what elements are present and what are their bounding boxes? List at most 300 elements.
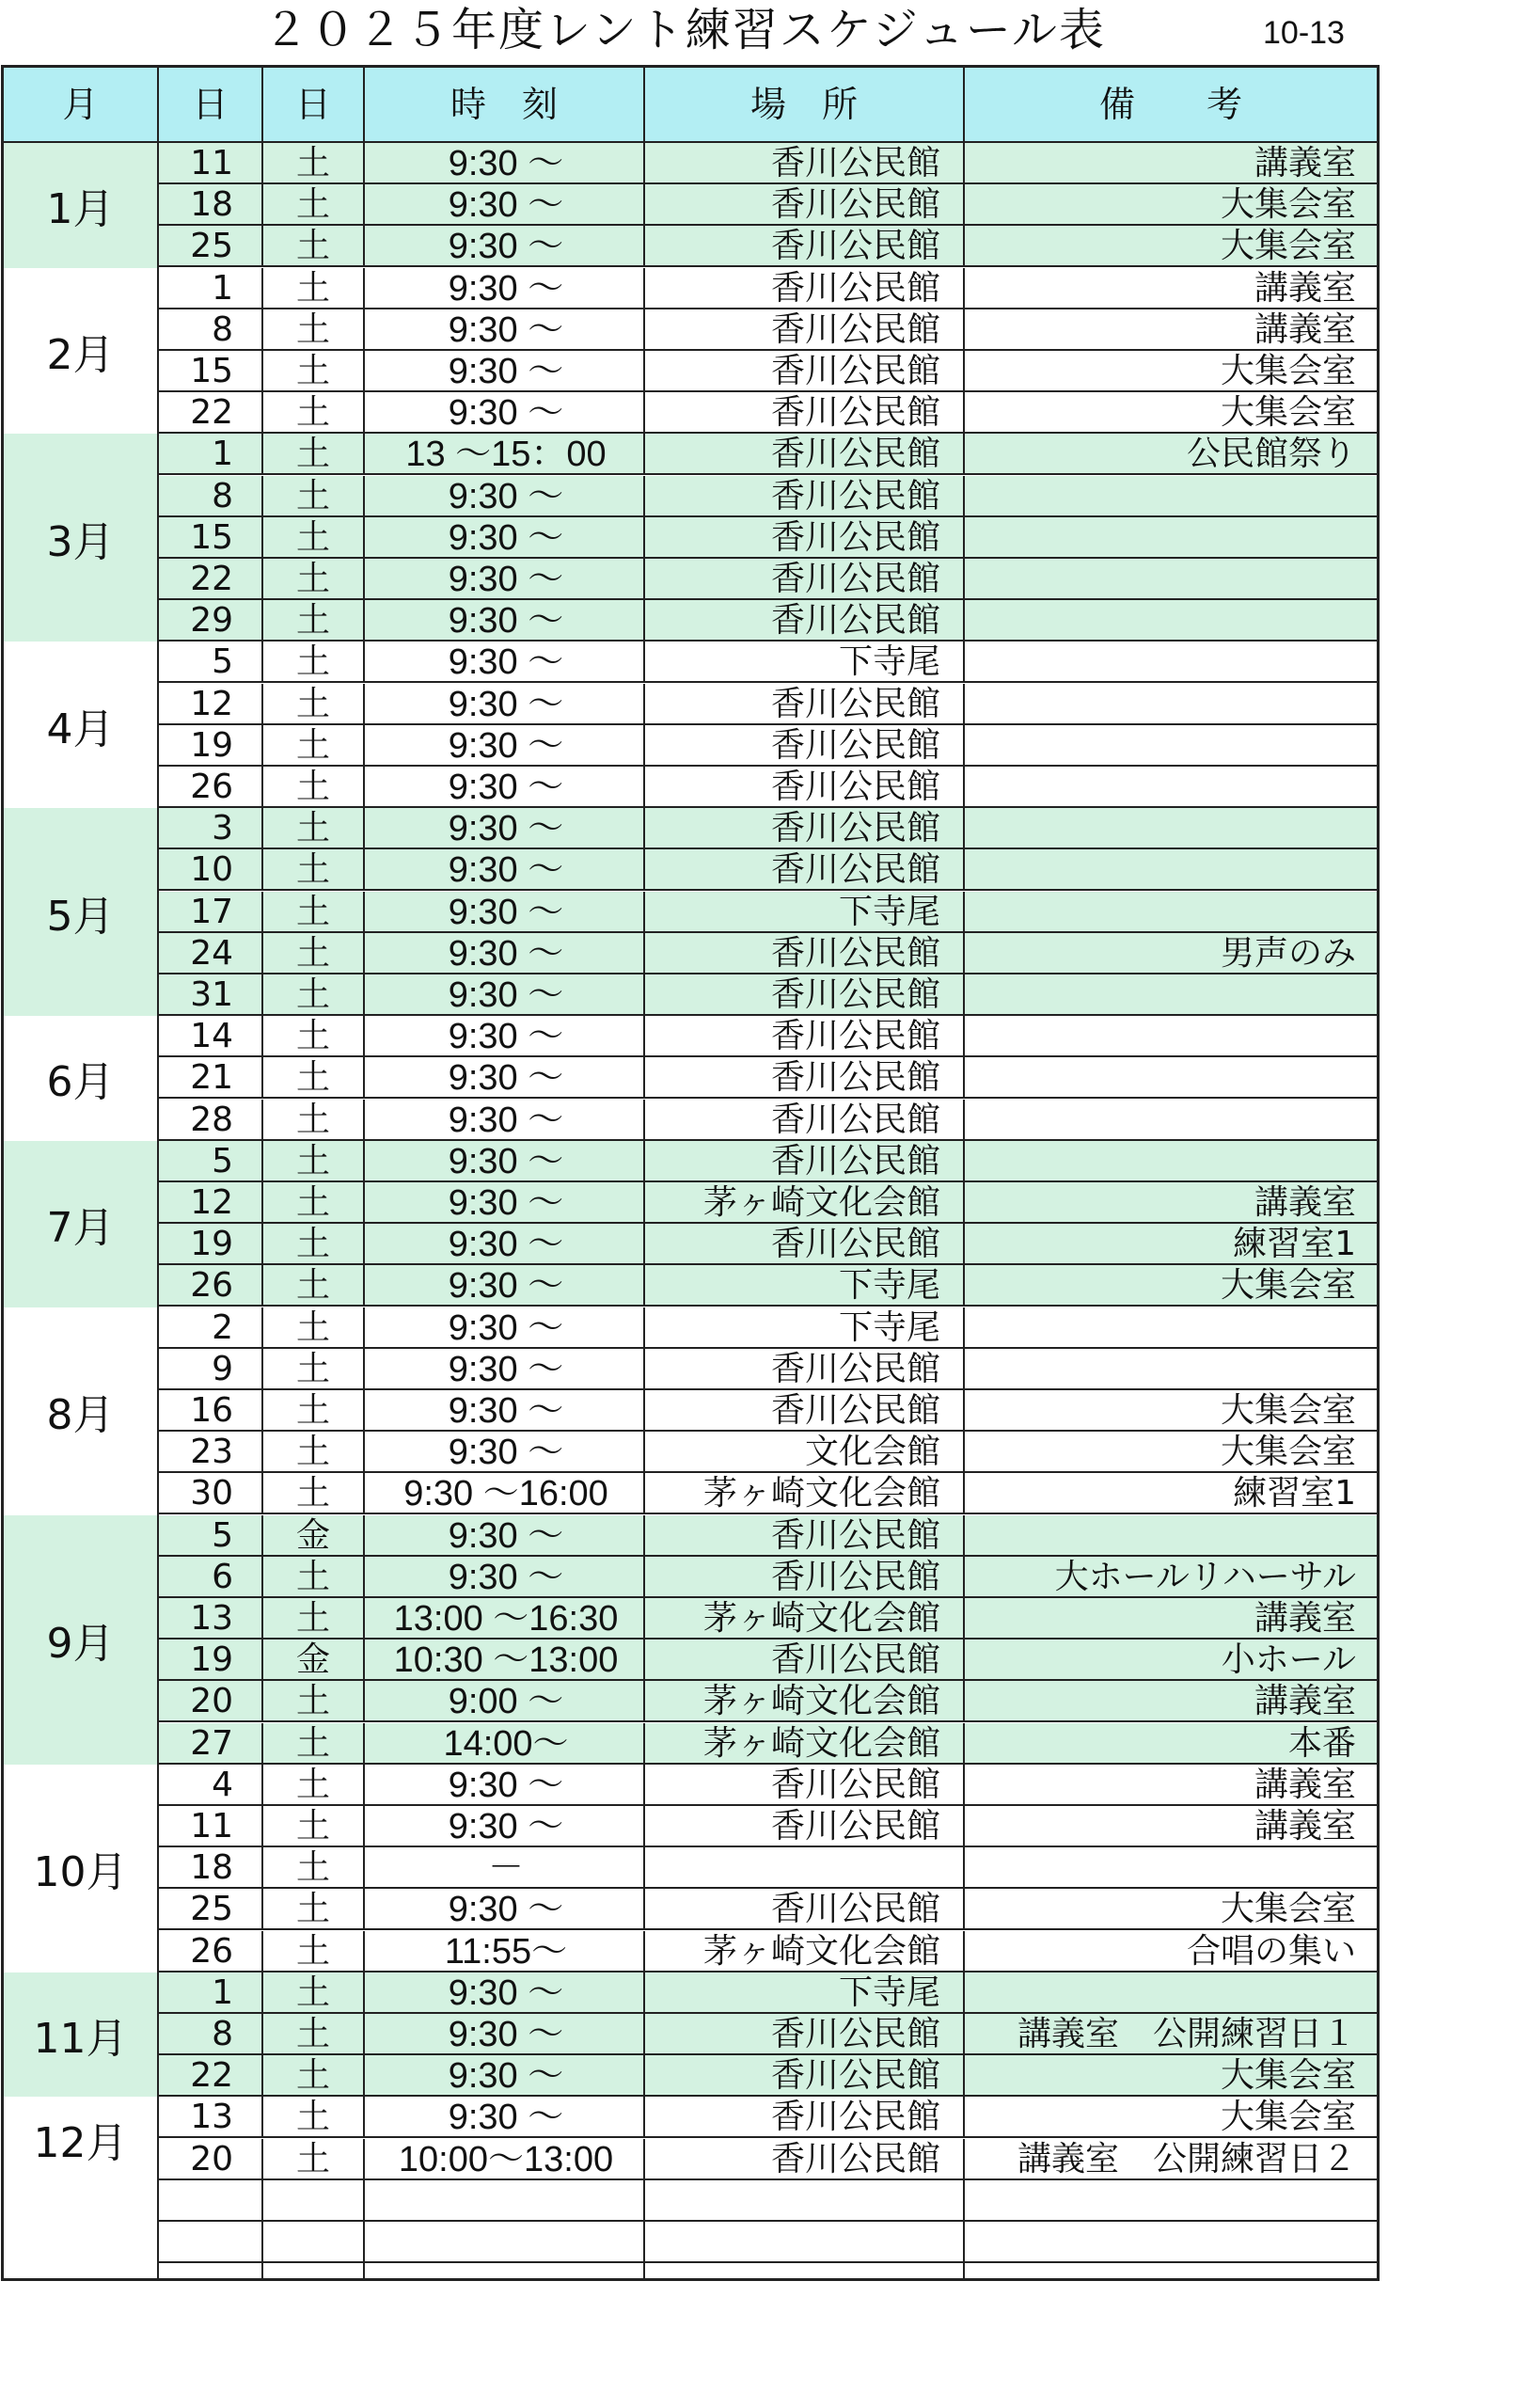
table-row [159,476,1377,517]
note-cell [965,600,1377,640]
column-divider [157,2180,159,2278]
day-cell: 12 [159,1182,263,1222]
note-cell: 講義室 [1254,1807,1356,1846]
time-cell: 10:30 ～13:00 [365,1640,645,1679]
note-cell: 練習室1 [1233,1225,1356,1264]
day-cell: 1 [159,1972,263,2012]
weekday-cell: 土 [263,1057,365,1097]
note-cell: 男声のみ [1220,933,1356,973]
time-cell: 9:30 ～ [365,892,645,931]
day-cell: 5 [159,1141,263,1180]
place-cell: 香川公民館 [645,767,965,806]
table-row [159,1432,1377,1473]
time-cell: 9:30 ～ [365,600,645,640]
place-cell: 香川公民館 [645,184,965,224]
weekday-cell: 金 [263,1640,365,1679]
table-row [159,1473,1377,1514]
weekday-cell: 土 [263,517,365,557]
place-cell: 茅ヶ崎文化会館 [645,1681,965,1720]
place-cell: 香川公民館 [645,974,965,1014]
time-cell: 9:30 ～ [365,1100,645,1139]
place-cell: 香川公民館 [645,1390,965,1430]
weekday-cell: 土 [263,476,365,515]
weekday-cell: 土 [263,600,365,640]
weekday-cell: 土 [263,1972,365,2012]
day-cell: 19 [159,1224,263,1263]
place-cell: 香川公民館 [645,2014,965,2053]
weekday-cell: 土 [263,268,365,308]
weekday-cell: 土 [263,974,365,1014]
day-cell: 14 [159,1016,263,1055]
header-month: 月 [4,68,159,141]
month-label: 2月 [4,268,159,435]
place-cell: 下寺尾 [645,892,965,931]
note-cell: 講義室 [1254,309,1356,349]
table-row [159,974,1377,1016]
day-cell: 19 [159,1640,263,1679]
time-cell: 9:30 ～ [365,517,645,557]
note-cell: 講義室 [1254,1183,1356,1222]
place-cell: 香川公民館 [645,1349,965,1388]
weekday-cell: 土 [263,1806,365,1846]
day-cell: 26 [159,1931,263,1971]
time-cell: 9:30 ～ [365,1016,645,1055]
place-cell: 香川公民館 [645,684,965,723]
table-row [159,1016,1377,1057]
time-cell: 10:00～13:00 [365,2139,645,2178]
day-cell: 5 [159,1515,263,1555]
table-row [159,2055,1377,2097]
weekday-cell: 土 [263,725,365,765]
day-cell: 20 [159,2139,263,2178]
place-cell: 茅ヶ崎文化会館 [645,1182,965,1222]
weekday-cell: 土 [263,2014,365,2053]
weekday-cell: 土 [263,184,365,224]
time-cell: 9:30 ～ [365,808,645,848]
note-cell [965,849,1377,889]
weekday-cell: 土 [263,808,365,848]
time-cell: 9:30 ～ [365,1889,645,1928]
weekday-cell: 土 [263,642,365,681]
table-row [159,226,1377,267]
time-cell: 14:00～ [365,1723,645,1763]
day-cell: 4 [159,1765,263,1804]
column-divider [261,2180,263,2278]
weekday-cell: 土 [263,1016,365,1055]
day-cell: 22 [159,2055,263,2095]
weekday-cell: 土 [263,892,365,931]
weekday-cell: 土 [263,143,365,182]
header-weekday: 日 [263,68,365,141]
note-cell: 小ホール [1221,1640,1356,1680]
day-cell: 11 [159,1806,263,1846]
place-cell: 香川公民館 [645,1889,965,1928]
weekday-cell: 土 [263,1265,365,1305]
weekday-cell: 土 [263,684,365,723]
day-cell: 15 [159,351,263,390]
note-cell [965,1057,1377,1097]
place-cell: 香川公民館 [645,517,965,557]
place-cell: 香川公民館 [645,849,965,889]
note-cell [965,808,1377,848]
place-cell: 香川公民館 [645,1141,965,1180]
note-cell [965,892,1377,931]
table-row [159,1889,1377,1930]
table-row [159,1224,1377,1265]
day-cell: 23 [159,1432,263,1471]
table-row [159,1349,1377,1390]
column-divider [363,2180,365,2278]
place-cell: 下寺尾 [645,642,965,681]
table-row [159,1681,1377,1722]
time-cell: 13 ～15：00 [365,434,645,473]
weekday-cell: 土 [263,1182,365,1222]
place-cell: 香川公民館 [645,600,965,640]
table-row [159,2097,1377,2138]
weekday-cell: 土 [263,933,365,973]
table-row [159,684,1377,725]
table-row [159,1141,1377,1182]
day-cell: 24 [159,933,263,973]
table-row [159,892,1377,933]
table-row [159,2139,1377,2180]
note-cell [965,684,1377,723]
table-row [159,933,1377,974]
weekday-cell: 土 [263,1141,365,1180]
table-row [159,1182,1377,1224]
weekday-cell: 土 [263,767,365,806]
note-cell: 大集会室 [1220,227,1356,266]
month-label: 4月 [4,642,159,808]
note-cell: 大集会室 [1220,2056,1356,2096]
time-cell: 9:30 ～ [365,933,645,973]
place-cell: 香川公民館 [645,309,965,349]
time-cell: 9:30 ～ [365,226,645,265]
weekday-cell: 土 [263,1598,365,1638]
weekday-cell: 土 [263,1307,365,1347]
place-cell: 下寺尾 [645,1265,965,1305]
weekday-cell: 土 [263,351,365,390]
note-cell: 大集会室 [1220,2098,1356,2137]
day-cell: 13 [159,1598,263,1638]
time-cell: 9:30 ～ [365,351,645,390]
month-label: 11月 [4,1972,159,2098]
table-row [159,1515,1377,1557]
note-cell [965,559,1377,598]
day-cell: 11 [159,143,263,182]
note-cell: 練習室1 [1233,1474,1356,1513]
place-cell: 香川公民館 [645,1806,965,1846]
place-cell: 香川公民館 [645,226,965,265]
weekday-cell: 土 [263,1889,365,1928]
note-cell: 大集会室 [1220,1890,1356,1929]
day-cell: 12 [159,684,263,723]
month-label: 1月 [4,143,159,268]
note-cell [965,974,1377,1014]
note-cell [965,725,1377,765]
time-cell: 9:00 ～ [365,1681,645,1720]
place-cell: 香川公民館 [645,1557,965,1596]
table-row [159,559,1377,600]
month-label: 7月 [4,1141,159,1307]
day-cell: 8 [159,476,263,515]
day-cell: 9 [159,1349,263,1388]
table-row [159,1723,1377,1765]
note-cell [965,1349,1377,1388]
month-label: 12月 [4,2097,159,2179]
month-label: 9月 [4,1515,159,1765]
time-cell: 9:30 ～ [365,1224,645,1263]
day-cell: 18 [159,184,263,224]
day-cell: 26 [159,767,263,806]
weekday-cell: 土 [263,309,365,349]
table-row [159,1100,1377,1141]
month-label: 10月 [4,1765,159,1972]
month-label: 3月 [4,434,159,642]
note-cell [965,1307,1377,1347]
day-cell: 15 [159,517,263,557]
header-time: 時 刻 [365,68,645,141]
time-cell: 9:30 ～ [365,476,645,515]
day-cell: 18 [159,1847,263,1887]
note-cell [965,1100,1377,1139]
time-cell: 9:30 ～ [365,1182,645,1222]
time-cell: 9:30 ～ [365,1515,645,1555]
time-cell: 9:30 ～ [365,767,645,806]
day-cell: 8 [159,309,263,349]
table-row [159,1972,1377,2014]
place-cell: 香川公民館 [645,933,965,973]
place-cell: 茅ヶ崎文化会館 [645,1723,965,1763]
day-cell: 6 [159,1557,263,1596]
column-divider [963,2180,965,2278]
day-cell: 20 [159,1681,263,1720]
time-cell: 9:30 ～16:00 [365,1473,645,1513]
day-cell: 1 [159,268,263,308]
note-cell: 大集会室 [1220,352,1356,390]
place-cell: 茅ヶ崎文化会館 [645,1931,965,1971]
time-cell: 9:30 ～ [365,974,645,1014]
time-cell: 9:30 ～ [365,268,645,308]
note-cell: 講義室 [1254,1599,1356,1638]
note-cell [965,767,1377,806]
day-cell: 22 [159,559,263,598]
note-cell [965,1016,1377,1055]
table-header [4,68,1377,143]
place-cell [645,1847,965,1887]
day-cell: 10 [159,849,263,889]
time-cell: 9:30 ～ [365,2014,645,2053]
place-cell: 香川公民館 [645,1057,965,1097]
note-cell [965,1847,1377,1887]
time-cell: 9:30 ～ [365,1972,645,2012]
time-cell: 9:30 ～ [365,684,645,723]
weekday-cell: 土 [263,1765,365,1804]
table-row [159,1640,1377,1681]
table-row [159,1598,1377,1640]
time-cell: 9:30 ～ [365,143,645,182]
table-row [159,184,1377,226]
time-cell: － [365,1847,645,1887]
day-cell: 17 [159,892,263,931]
place-cell: 香川公民館 [645,725,965,765]
day-cell: 29 [159,600,263,640]
table-row [159,143,1377,184]
time-cell: 9:30 ～ [365,1265,645,1305]
note-cell [965,1141,1377,1180]
note-cell: 大ホールリハーサル [1054,1557,1356,1596]
time-cell: 9:30 ～ [365,1390,645,1430]
time-cell: 9:30 ～ [365,1141,645,1180]
time-cell: 9:30 ～ [365,1432,645,1471]
weekday-cell: 土 [263,1390,365,1430]
place-cell: 香川公民館 [645,392,965,432]
place-cell: 香川公民館 [645,1515,965,1555]
table-row [159,1806,1377,1847]
note-cell: 本番 [1287,1723,1356,1763]
day-cell: 19 [159,725,263,765]
note-cell: 講義室 [1254,144,1356,182]
table-row [159,1765,1377,1806]
place-cell: 香川公民館 [645,2055,965,2095]
time-cell: 9:30 ～ [365,1307,645,1347]
day-cell: 28 [159,1100,263,1139]
table-row [159,600,1377,642]
place-cell: 香川公民館 [645,476,965,515]
weekday-cell: 土 [263,226,365,265]
table-row [159,2014,1377,2055]
note-cell: 講義室 [1254,1765,1356,1804]
table-row [159,808,1377,849]
weekday-cell: 土 [263,1349,365,1388]
time-cell: 9:30 ～ [365,1557,645,1596]
place-cell: 香川公民館 [645,351,965,390]
time-cell: 9:30 ～ [365,849,645,889]
note-cell [965,1972,1377,2012]
place-cell: 香川公民館 [645,1640,965,1679]
month-label: 6月 [4,1016,159,1141]
day-cell: 1 [159,434,263,473]
day-cell: 3 [159,808,263,848]
note-cell: 大集会室 [1220,185,1356,225]
place-cell: 香川公民館 [645,434,965,473]
place-cell: 香川公民館 [645,1100,965,1139]
day-cell: 25 [159,1889,263,1928]
note-cell [965,517,1377,557]
note-cell: 大集会室 [1220,1433,1356,1472]
day-cell: 13 [159,2097,263,2136]
empty-row [159,2180,1377,2222]
place-cell: 香川公民館 [645,2139,965,2178]
place-cell: 文化会館 [645,1432,965,1471]
day-cell: 30 [159,1473,263,1513]
weekday-cell: 土 [263,2055,365,2095]
version-label: 10-13 [1263,15,1345,51]
weekday-cell: 土 [263,559,365,598]
table-row [159,1931,1377,1972]
table-row [159,1557,1377,1598]
weekday-cell: 土 [263,1681,365,1720]
note-cell [965,1515,1377,1555]
day-cell: 16 [159,1390,263,1430]
note-cell: 大集会室 [1220,393,1356,433]
time-cell: 13:00 ～16:30 [365,1598,645,1638]
day-cell: 25 [159,226,263,265]
table-row [159,725,1377,767]
day-cell: 22 [159,392,263,432]
day-cell: 2 [159,1307,263,1347]
table-row [159,1847,1377,1889]
day-cell: 5 [159,642,263,681]
time-cell: 9:30 ～ [365,309,645,349]
place-cell: 香川公民館 [645,559,965,598]
note-cell: 大集会室 [1220,1266,1356,1306]
table-row [159,434,1377,475]
place-cell: 下寺尾 [645,1307,965,1347]
place-cell: 香川公民館 [645,1016,965,1055]
weekday-cell: 土 [263,392,365,432]
schedule-table [1,65,1380,2281]
place-cell: 香川公民館 [645,2097,965,2136]
place-cell: 茅ヶ崎文化会館 [645,1473,965,1513]
time-cell: 9:30 ～ [365,725,645,765]
table-row [159,767,1377,808]
table-row [159,517,1377,559]
month-label: 8月 [4,1307,159,1515]
table-row [159,1390,1377,1432]
place-cell: 香川公民館 [645,143,965,182]
time-cell: 11:55～ [365,1931,645,1971]
note-cell: 講義室 公開練習日２ [1017,2139,1356,2178]
table-row [159,1265,1377,1307]
time-cell: 9:30 ～ [365,1349,645,1388]
time-cell: 9:30 ～ [365,2055,645,2095]
place-cell: 香川公民館 [645,808,965,848]
note-cell: 講義室 [1254,1682,1356,1721]
weekday-cell: 土 [263,434,365,473]
header-notes: 備 考 [1098,84,1242,125]
weekday-cell: 土 [263,1847,365,1887]
day-cell: 8 [159,2014,263,2053]
note-cell: 講義室 公開練習日１ [1017,2015,1356,2053]
place-cell: 香川公民館 [645,1765,965,1804]
day-cell: 31 [159,974,263,1014]
time-cell: 9:30 ～ [365,392,645,432]
time-cell: 9:30 ～ [365,1765,645,1804]
time-cell: 9:30 ～ [365,642,645,681]
header-day: 日 [159,68,263,141]
time-cell: 9:30 ～ [365,1806,645,1846]
weekday-cell: 金 [263,1515,365,1555]
table-row [159,309,1377,351]
place-cell: 茅ヶ崎文化会館 [645,1598,965,1638]
time-cell: 9:30 ～ [365,559,645,598]
weekday-cell: 土 [263,1473,365,1513]
weekday-cell: 土 [263,1931,365,1971]
table-row [159,642,1377,683]
table-row [159,351,1377,392]
note-cell: 公民館祭り [1186,435,1356,474]
weekday-cell: 土 [263,2097,365,2136]
page-title: ２０２５年度レント練習スケジュール表 [263,4,1106,56]
table-row [159,849,1377,891]
time-cell: 9:30 ～ [365,2097,645,2136]
weekday-cell: 土 [263,1100,365,1139]
table-row [159,268,1377,309]
column-divider [643,2180,645,2278]
note-cell [965,642,1377,681]
weekday-cell: 土 [263,849,365,889]
